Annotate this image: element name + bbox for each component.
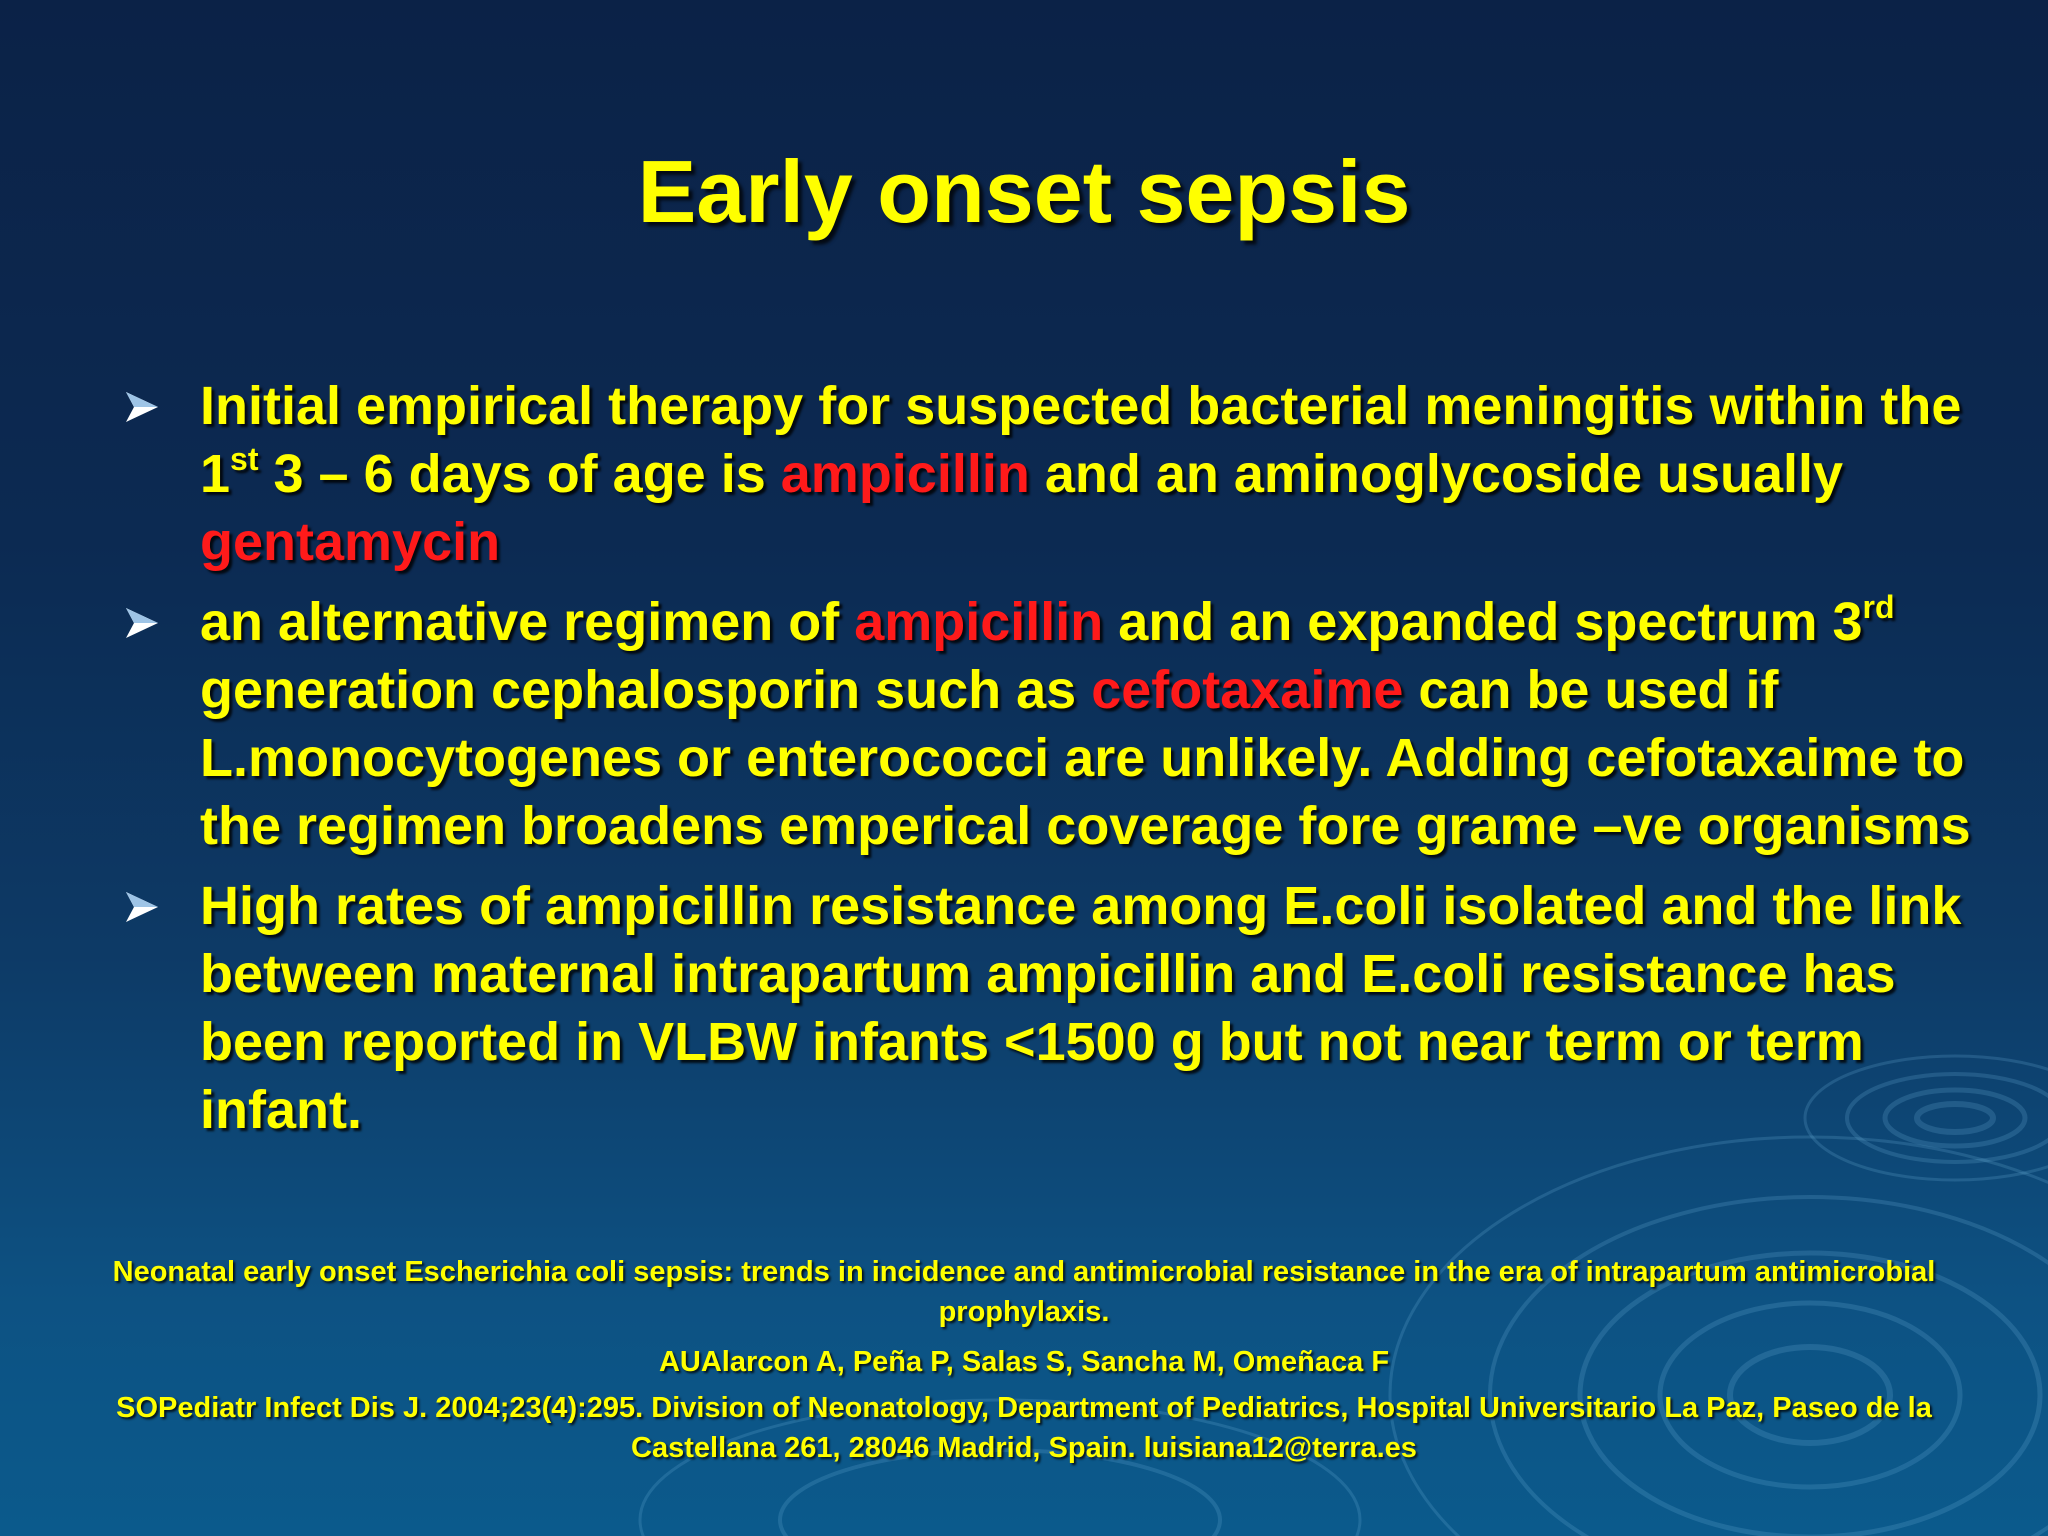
bullet-text: can be used if L.monocytogenes or enterococci are unlikely. Adding cefotaxaime to the regimen broadens emperical coverage fore grame –ve organisms xyxy=(200,660,1971,856)
slide-title: Early onset sepsis xyxy=(637,142,1411,241)
bullet-item xyxy=(0,588,2048,860)
bullet-text: Initial empirical therapy for suspected bacterial meningitis within the 1 xyxy=(200,376,1962,504)
bullet-text: and an aminoglycoside usually xyxy=(1029,444,1844,504)
bullet-text: an alternative regimen of xyxy=(200,592,855,652)
arrowhead-bullet-icon xyxy=(124,606,160,640)
arrowhead-bullet-icon xyxy=(124,390,160,424)
bullet-text: 3 – 6 days of age is xyxy=(258,444,781,504)
reference-source: SOPediatr Infect Dis J. 2004;23(4):295. Division of Neonatology, Department of Pediatrics, Hospital Universitario La Paz, Paseo de la Castellana 261, 28046 Madrid, Spain. luisiana12@terra.es xyxy=(116,1392,1932,1464)
reference-authors: AUAlarcon A, Peña P, Salas S, Sancha M, Omeñaca F xyxy=(658,1346,1390,1378)
reference-citation xyxy=(100,1252,1948,1468)
ordinal-superscript: rd xyxy=(1862,589,1895,625)
bullet-text: and an expanded spectrum 3 xyxy=(1103,592,1863,652)
arrowhead-bullet-icon xyxy=(124,890,160,924)
bullet-list xyxy=(0,372,2048,1156)
drug-name-highlight: ampicillin xyxy=(780,444,1030,504)
bullet-text: generation cephalosporin such as xyxy=(200,660,1092,720)
bullet-text: High rates of ampicillin resistance among E.coli isolated and the link between maternal intrapartum ampicillin and E.coli resistance has been reported in VLBW infants <1500 g but not near term or term infant. xyxy=(200,876,1962,1140)
drug-name-highlight: gentamycin xyxy=(200,512,501,572)
bullet-item xyxy=(0,872,2048,1144)
ordinal-superscript: st xyxy=(230,441,259,477)
drug-name-highlight: ampicillin xyxy=(854,592,1104,652)
drug-name-highlight: cefotaxaime xyxy=(1091,660,1404,720)
bullet-item xyxy=(0,372,2048,576)
reference-title: Neonatal early onset Escherichia coli sepsis: trends in incidence and antimicrobial resistance in the era of intrapartum antimicrobial prophylaxis. xyxy=(112,1256,1936,1328)
